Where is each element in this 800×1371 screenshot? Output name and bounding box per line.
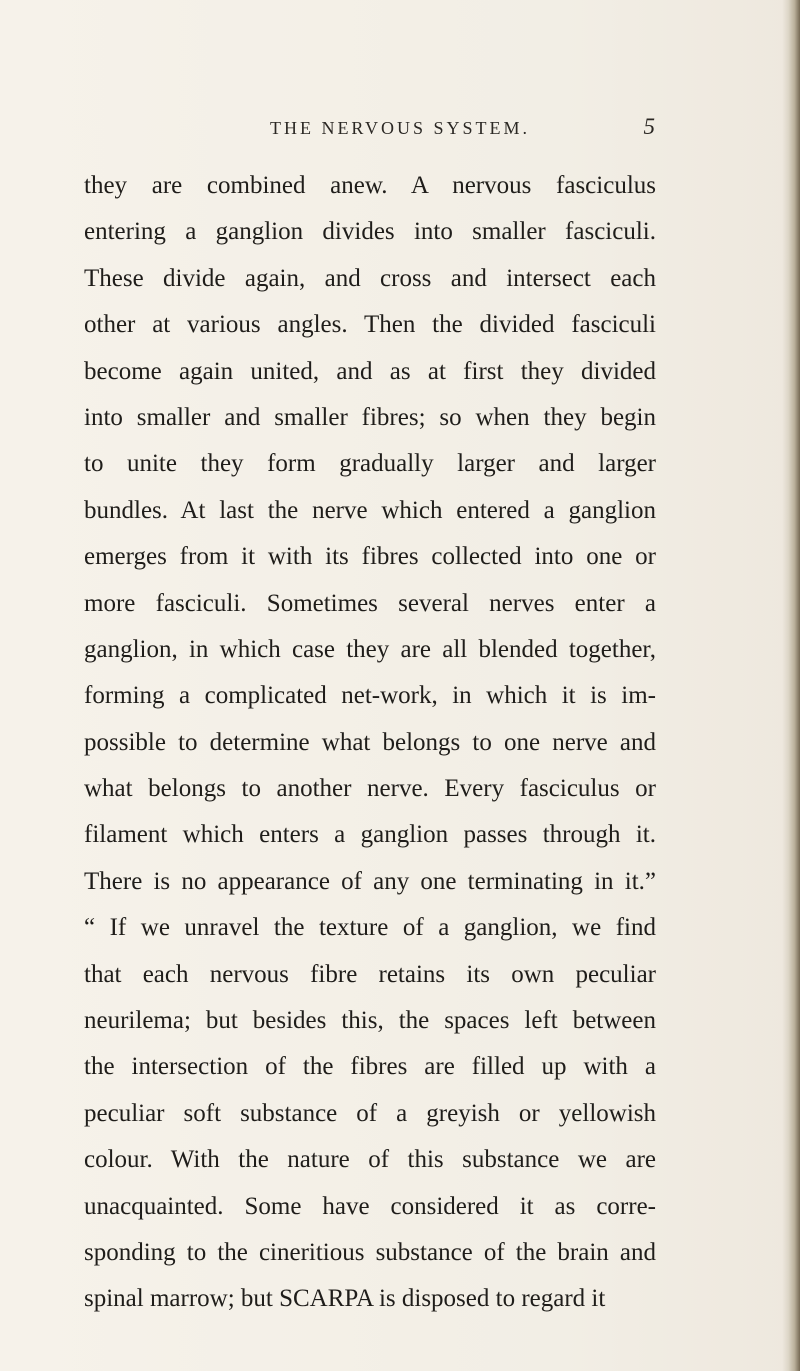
- text-line: the intersection of the fibres are filled up with a: [84, 1053, 656, 1081]
- text-line: “ If we unravel the texture of a ganglion, we find: [84, 914, 656, 942]
- text-line: they are combined anew. A nervous fasciculus: [84, 172, 656, 199]
- body-text: [84, 163, 656, 1323]
- text-line: entering a ganglion divides into smaller fasciculi.: [84, 218, 656, 246]
- text-line: that each nervous fibre retains its own peculiar: [84, 960, 656, 988]
- text-line: peculiar soft substance of a greyish or yellowish: [84, 1099, 656, 1127]
- text-line: unacquainted. Some have considered it as corre-: [84, 1192, 656, 1220]
- text-line: to unite they form gradually larger and larger: [84, 450, 656, 478]
- text-line: ganglion, in which case they are all blended together,: [84, 635, 656, 663]
- text-line: spinal marrow; but SCARPA is disposed to regard it: [84, 1285, 606, 1313]
- text-line: filament which enters a ganglion passes through it.: [84, 821, 656, 849]
- page-edge-shadow: [782, 0, 800, 1371]
- text-line: bundles. At last the nerve which entered a ganglion: [84, 496, 656, 524]
- text-line: neurilema; but besides this, the spaces left between: [84, 1007, 656, 1035]
- text-line: colour. With the nature of this substance we are: [84, 1146, 656, 1174]
- text-line: emerges from it with its fibres collected into one or: [84, 543, 656, 571]
- running-head: [0, 114, 800, 146]
- text-line: sponding to the cineritious substance of the brain and: [84, 1238, 656, 1266]
- running-head-title: THE NERVOUS SYSTEM.: [269, 118, 531, 138]
- text-line: into smaller and smaller fibres; so when they begin: [84, 403, 656, 431]
- page-number: 5: [643, 114, 655, 139]
- text-line: become again united, and as at first they divided: [84, 357, 656, 385]
- text-line: what belongs to another nerve. Every fasciculus or: [84, 775, 656, 803]
- text-line: more fasciculi. Sometimes several nerves enter a: [84, 589, 656, 617]
- text-line: forming a complicated net-work, in which it is im-: [84, 682, 656, 710]
- text-line: There is no appearance of any one terminating in it.”: [84, 867, 656, 895]
- text-line: other at various angles. Then the divided fasciculi: [84, 311, 656, 339]
- text-line: These divide again, and cross and intersect each: [84, 264, 656, 292]
- text-line: possible to determine what belongs to one nerve and: [84, 728, 656, 756]
